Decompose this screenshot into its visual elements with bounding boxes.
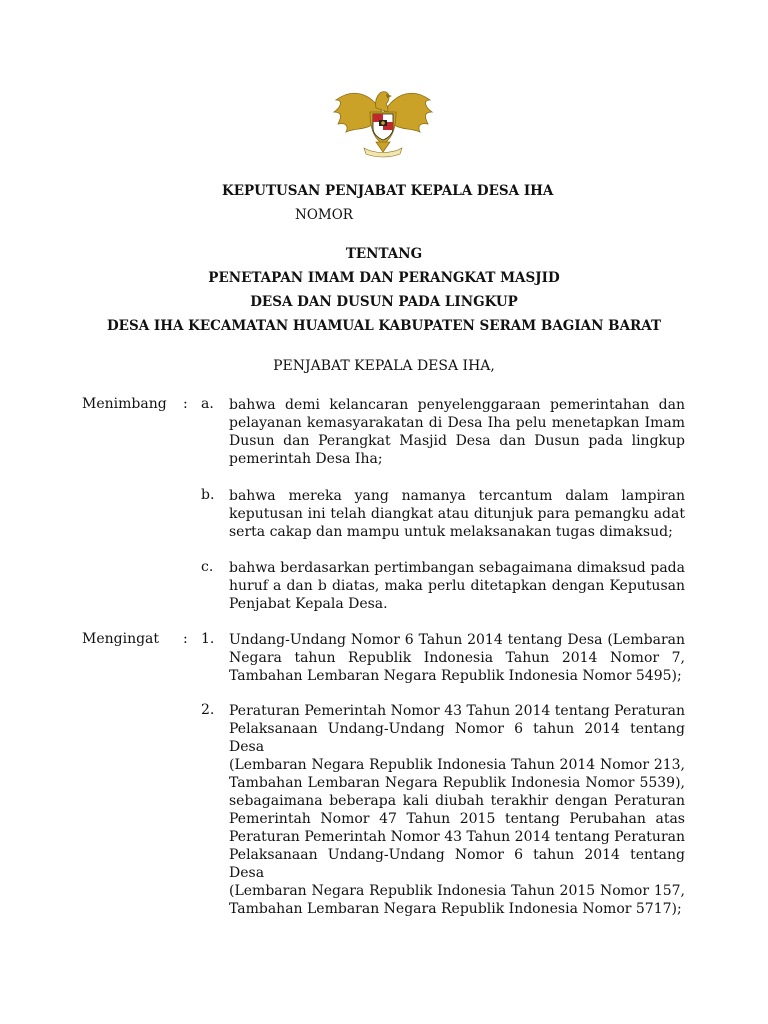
text-line: Tambahan Lembaran Negara Republik Indonesia Nomor 5495); (229, 668, 682, 684)
text-line: (Lembaran Negara Republik Indonesia Tahun 2014 Nomor 213, (229, 757, 685, 773)
text-line: serta cakap dan mampu untuk melaksanakan tugas dimaksud; (229, 524, 673, 540)
document-title: KEPUTUSAN PENJABAT KEPALA DESA IHA (222, 183, 554, 199)
text-line: Tambahan Lembaran Negara Republik Indonesia Nomor 5539), (229, 775, 685, 791)
text-line: bahwa demi kelancaran penyelenggaraan pemerintahan dan (229, 397, 685, 413)
text-line: Pelaksanaan Undang-Undang Nomor 6 tahun 2014 tentang Desa (229, 847, 685, 881)
menimbang-marker-c: c. (201, 559, 214, 575)
text-line: bahwa berdasarkan pertimbangan sebagaimana dimaksud pada (229, 560, 685, 576)
mengingat-item-1 (229, 631, 685, 685)
mengingat-label: Mengingat (82, 631, 160, 647)
text-line: (Lembaran Negara Republik Indonesia Tahun 2015 Nomor 157, (229, 883, 685, 899)
menimbang-label: Menimbang (82, 396, 167, 412)
text-line: pemerintah Desa Iha; (229, 451, 383, 467)
mengingat-colon: : (183, 631, 188, 647)
subject-line-1: PENETAPAN IMAM DAN PERANGKAT MASJID (208, 270, 560, 286)
garuda-emblem-icon (330, 82, 436, 158)
text-line: pelayanan kemasyarakatan di Desa Iha pelu menetapkan Imam (229, 415, 685, 431)
mengingat-marker-2: 2. (201, 702, 215, 718)
text-line: Negara tahun Republik Indonesia Tahun 2014 Nomor 7, (229, 650, 685, 666)
text-line: Penjabat Kepala Desa. (229, 596, 388, 612)
text-line: keputusan ini telah diangkat atau ditunjuk para pemangku adat (229, 506, 685, 522)
text-line: Peraturan Pemerintah Nomor 43 Tahun 2014 tentang Peraturan (229, 829, 685, 845)
menimbang-marker-b: b. (201, 487, 215, 503)
menimbang-marker-a: a. (201, 396, 214, 412)
text-line: sebagaimana beberapa kali diubah terakhir dengan Peraturan (229, 793, 685, 809)
text-line: Pemerintah Nomor 47 Tahun 2015 tentang Perubahan atas (229, 811, 685, 827)
menimbang-colon: : (183, 396, 188, 412)
mengingat-item-2 (229, 702, 685, 918)
menimbang-item-c (229, 559, 685, 613)
text-line: Dusun dan Perangkat Masjid Desa dan Dusun pada lingkup (229, 433, 685, 449)
subject-line-2: DESA DAN DUSUN PADA LINGKUP (250, 294, 518, 310)
menimbang-item-a (229, 396, 685, 468)
mengingat-marker-1: 1. (201, 631, 215, 647)
text-line: huruf a dan b diatas, maka perlu ditetapkan dengan Keputusan (229, 578, 685, 594)
number-label: NOMOR (295, 207, 353, 223)
menimbang-item-b (229, 487, 685, 541)
text-line: Tambahan Lembaran Negara Republik Indonesia Nomor 5717); (229, 901, 682, 917)
text-line: Pelaksanaan Undang-Undang Nomor 6 tahun 2014 tentang Desa (229, 721, 685, 755)
text-line: bahwa mereka yang namanya tercantum dalam lampiran (229, 488, 685, 504)
text-line: Peraturan Pemerintah Nomor 43 Tahun 2014 tentang Peraturan (229, 703, 685, 719)
official-title: PENJABAT KEPALA DESA IHA, (273, 358, 495, 374)
text-line: Undang-Undang Nomor 6 Tahun 2014 tentang Desa (Lembaran (229, 632, 685, 648)
about-label: TENTANG (345, 246, 423, 262)
subject-line-3: DESA IHA KECAMATAN HUAMUAL KABUPATEN SERAM BAGIAN BARAT (106, 318, 662, 334)
